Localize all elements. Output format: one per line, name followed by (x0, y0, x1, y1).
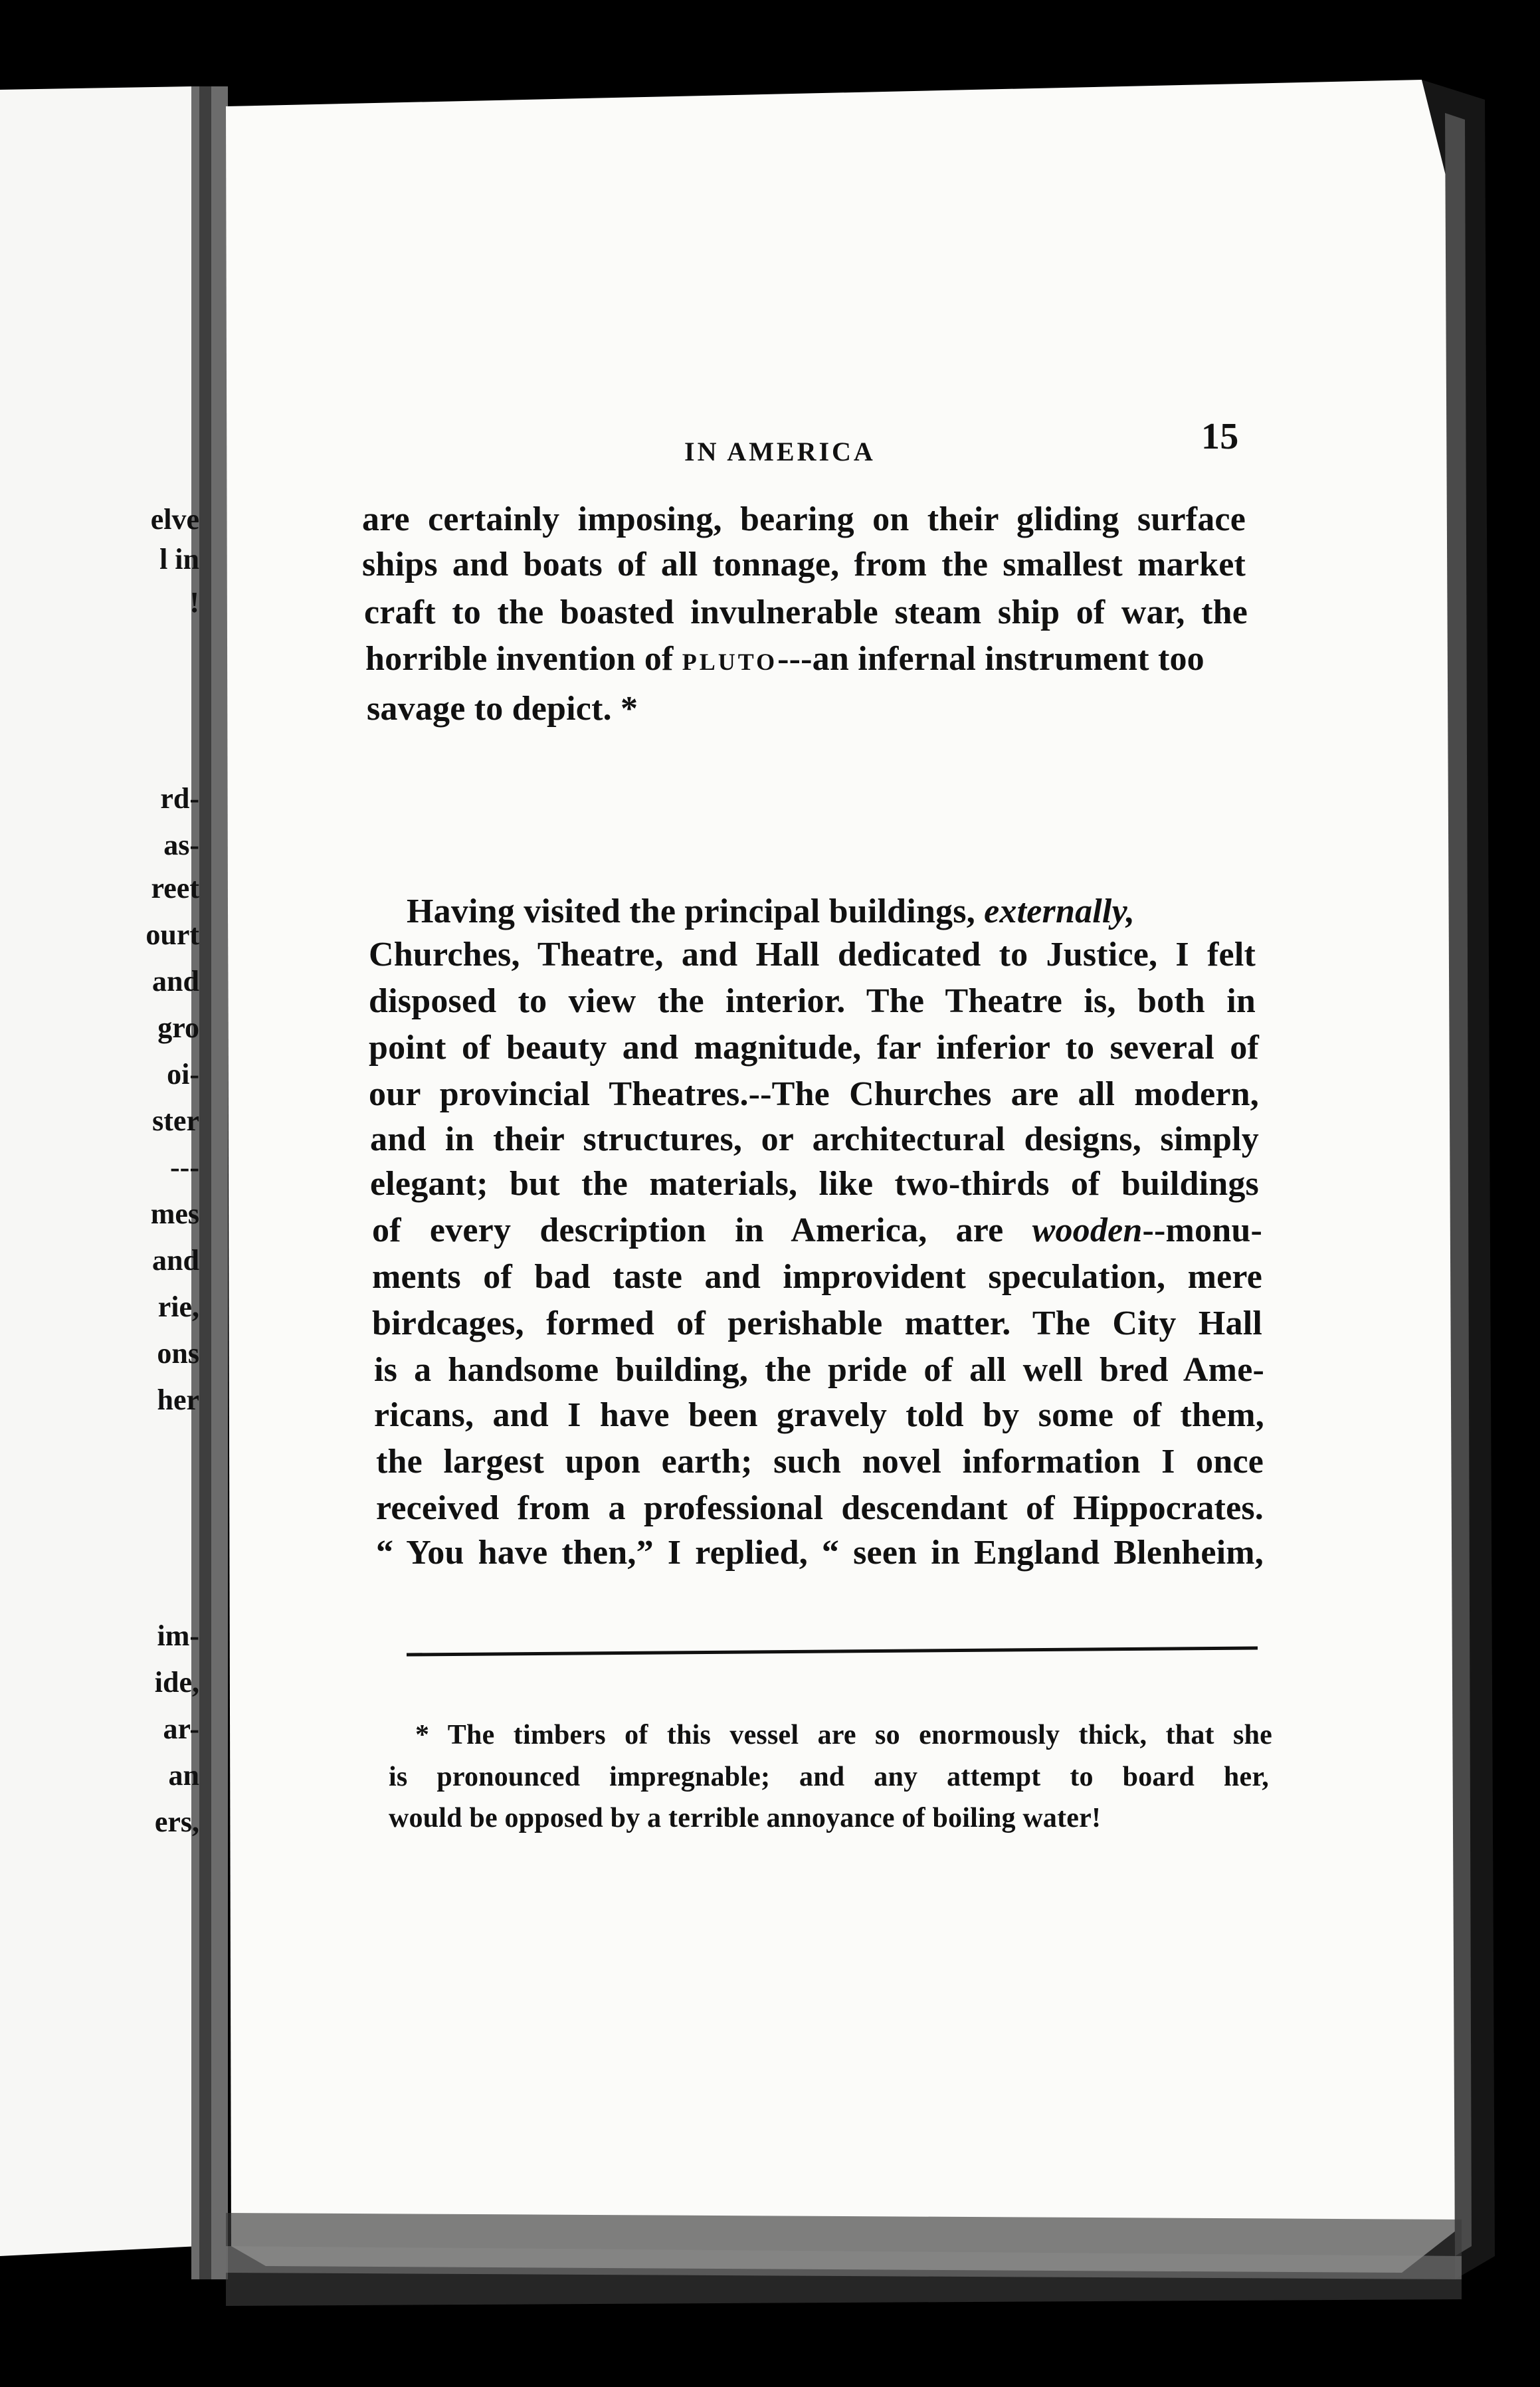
left-fragment: --- (170, 1151, 199, 1184)
left-fragment: ide, (154, 1666, 199, 1699)
left-fragment: ers, (154, 1806, 199, 1838)
text-span: horrible invention of (365, 640, 682, 678)
text-line: disposed to view the interior. The Theatre is, both in (369, 982, 1256, 1020)
text-line: and in their structures, or architectural designs, simply (370, 1120, 1259, 1158)
left-fragment: an (168, 1759, 199, 1792)
left-fragment: ar- (163, 1712, 199, 1745)
left-fragment: her (157, 1384, 199, 1416)
left-fragment: rie, (157, 1291, 199, 1323)
left-fragment: ourt (145, 918, 199, 951)
text-span: ---an infernal instrument too (777, 640, 1204, 678)
text-line: elegant; but the materials, like two-thirds of buildings (370, 1165, 1259, 1203)
text-line: “ You have then,” I replied, “ seen in England Blenheim, (376, 1534, 1264, 1572)
text-line: are certainly imposing, bearing on their gliding surface (362, 500, 1246, 538)
text-line: our provincial Theatres.--The Churches are all modern, (369, 1075, 1259, 1113)
text-span: --monu- (1142, 1211, 1262, 1249)
text-line: Churches, Theatre, and Hall dedicated to Justice, I felt (369, 936, 1256, 974)
italic-word: externally, (984, 892, 1135, 930)
text-span: Having visited the principal buildings, (407, 892, 985, 930)
left-fragment: as- (163, 829, 199, 861)
left-fragment: reet (151, 872, 199, 904)
left-fragment: im- (157, 1619, 199, 1652)
text-line: ments of bad taste and improvident speculation, mere (372, 1258, 1262, 1296)
text-line: received from a professional descendant of Hippocrates. (376, 1489, 1264, 1527)
running-head: IN AMERICA (684, 437, 876, 467)
text-line: point of beauty and magnitude, far inferior to several of (369, 1029, 1259, 1067)
page-number: 15 (1201, 416, 1239, 457)
text-line: craft to the boasted invulnerable steam ship of war, the (364, 593, 1248, 631)
left-fragment: rd- (160, 782, 199, 815)
left-fragment: mes (150, 1197, 199, 1230)
text-line: the largest upon earth; such novel information I once (376, 1443, 1264, 1481)
footnote-line: is pronounced impregnable; and any attempt to board her, (389, 1762, 1269, 1792)
text-line: is a handsome building, the pride of all well bred Ame- (374, 1351, 1264, 1389)
left-fragment: and (152, 1244, 199, 1277)
left-fragment: ster (152, 1104, 199, 1137)
italic-word: wooden (1032, 1211, 1143, 1249)
pluto-smallcaps: pluto (682, 640, 778, 678)
left-fragment: oi- (167, 1058, 199, 1090)
text-line: ricans, and I have been gravely told by some of them, (374, 1396, 1264, 1434)
footnote-line: * The timbers of this vessel are so enormously thick, that she (415, 1720, 1272, 1750)
text-line (365, 638, 1204, 680)
left-fragment: ! (189, 586, 199, 619)
text-line (407, 890, 1135, 933)
left-fragment: and (152, 965, 199, 997)
text-line: savage to depict. * (367, 690, 638, 728)
left-fragment: gro (157, 1011, 199, 1044)
left-page-fragments (0, 0, 199, 2387)
text-line (372, 1209, 1262, 1252)
left-fragment: elve (150, 503, 199, 536)
left-fragment: l in (159, 543, 199, 575)
text-line: ships and boats of all tonnage, from the smallest market (362, 546, 1246, 583)
text-span: of every description in America, are (372, 1211, 1032, 1249)
left-fragment: ons (157, 1337, 199, 1370)
footnote-line: would be opposed by a terrible annoyance of boiling water! (389, 1803, 1102, 1833)
text-line: birdcages, formed of perishable matter. The City Hall (372, 1304, 1262, 1342)
